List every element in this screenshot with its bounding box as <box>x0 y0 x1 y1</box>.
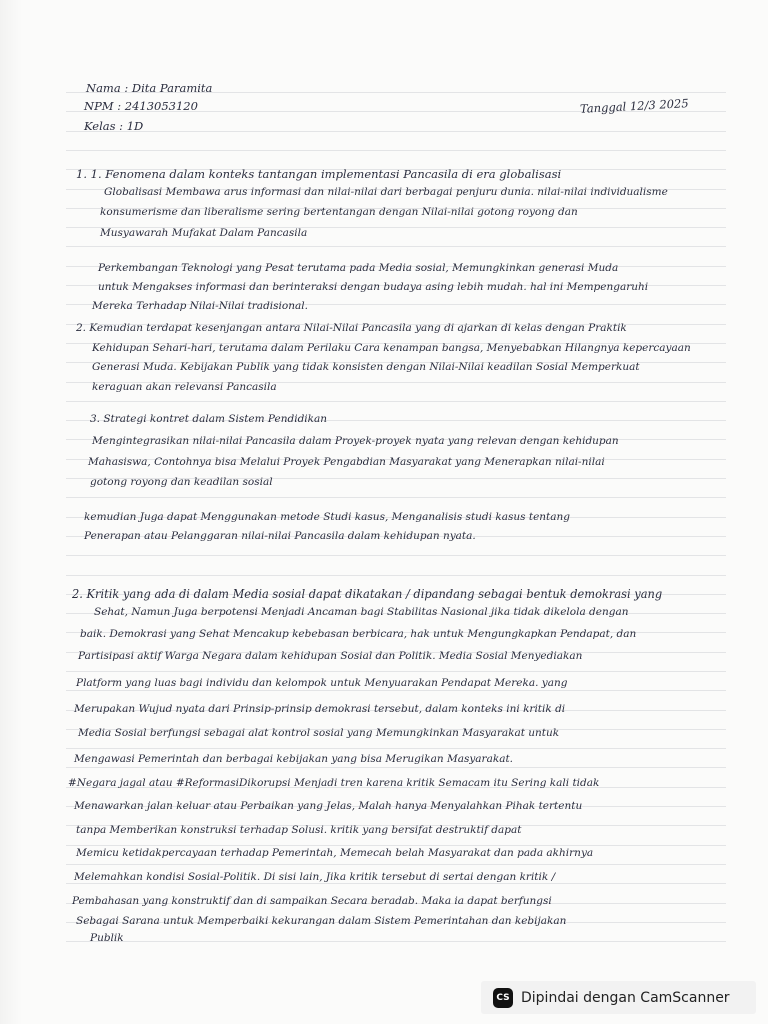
handwritten-line: Perkembangan Teknologi yang Pesat terutama pada Media sosial, Memungkinkan generasi Muda <box>98 262 619 274</box>
ruled-line <box>66 671 726 672</box>
handwritten-line: Pembahasan yang konstruktif dan di sampaikan Secara beradab. Maka ia dapat berfungsi <box>72 895 552 907</box>
handwritten-line: konsumerisme dan liberalisme sering bertentangan dengan Nilai-nilai gotong royong dan <box>100 206 578 218</box>
handwritten-line: untuk Mengakses informasi dan berinteraksi dengan budaya asing lebih mudah. hal ini Mempengaruhi <box>98 281 649 293</box>
ruled-line <box>66 150 726 151</box>
handwritten-line: 3. Strategi kontret dalam Sistem Pendidikan <box>90 413 328 425</box>
ruled-line <box>66 690 726 691</box>
handwritten-line: Mengawasi Pemerintah dan berbagai kebijakan yang bisa Merugikan Masyarakat. <box>74 753 514 765</box>
ruled-line <box>66 246 726 247</box>
handwritten-line: Memicu ketidakpercayaan terhadap Pemerintah, Memecah belah Masyarakat dan pada akhirnya <box>76 847 594 859</box>
camscanner-logo-icon: CS <box>493 988 513 1008</box>
ruled-line <box>66 748 726 749</box>
handwritten-line: Media Sosial berfungsi sebagai alat kontrol sosial yang Memungkinkan Masyarakat untuk <box>78 727 560 739</box>
handwritten-line: Generasi Muda. Kebijakan Publik yang tidak konsisten dengan Nilai-Nilai keadilan Sosial Memperkuat <box>92 361 640 373</box>
handwritten-line: Menawarkan jalan keluar atau Perbaikan yang Jelas, Malah hanya Menyalahkan Pihak tertentu <box>74 800 583 812</box>
handwritten-line: Penerapan atau Pelanggaran nilai-nilai Pancasila dalam kehidupan nyata. <box>84 530 476 542</box>
handwritten-line: Partisipasi aktif Warga Negara dalam kehidupan Sosial dan Politik. Media Sosial Menyediakan <box>78 650 583 662</box>
ruled-line <box>66 131 726 132</box>
handwritten-line: Platform yang luas bagi individu dan kelompok untuk Menyuarakan Pendapat Mereka. yang <box>76 677 568 689</box>
header-date: Tanggal 12/3 2025 <box>579 96 689 116</box>
handwritten-line: Mengintegrasikan nilai-nilai Pancasila dalam Proyek-proyek nyata yang relevan dengan kehidupan <box>92 435 619 447</box>
handwritten-line: Musyawarah Mufakat Dalam Pancasila <box>100 227 308 239</box>
ruled-line <box>66 497 726 498</box>
handwritten-line: baik. Demokrasi yang Sehat Mencakup kebebasan berbicara, hak untuk Mengungkapkan Pendapat, dan <box>80 628 637 640</box>
ruled-line <box>66 767 726 768</box>
camscanner-watermark <box>481 981 756 1014</box>
handwritten-line: #Negara jagal atau #ReformasiDikorupsi Menjadi tren karena kritik Semacam itu Sering kali tidak <box>68 777 600 789</box>
handwritten-line: gotong royong dan keadilan sosial <box>90 476 273 488</box>
ruled-line <box>66 941 726 942</box>
handwritten-line: 1. 1. Fenomena dalam konteks tantangan implementasi Pancasila di era globalisasi <box>76 167 562 181</box>
handwritten-line: Publik <box>90 932 124 944</box>
handwritten-line: Mereka Terhadap Nilai-Nilai tradisional. <box>92 300 308 312</box>
ruled-line <box>66 555 726 556</box>
header-class: Kelas : 1D <box>84 119 144 133</box>
ruled-line <box>66 845 726 846</box>
handwritten-line: Mahasiswa, Contohnya bisa Melalui Proyek Pengabdian Masyarakat yang Menerapkan nilai-nilai <box>88 456 605 468</box>
ruled-line <box>66 401 726 402</box>
ruled-line <box>66 864 726 865</box>
handwritten-line: 2. Kritik yang ada di dalam Media sosial dapat dikatakan / dipandang sebagai bentuk demokrasi yang <box>72 586 663 601</box>
camscanner-text: Dipindai dengan CamScanner <box>521 989 730 1006</box>
handwritten-line: 2. Kemudian terdapat kesenjangan antara Nilai-Nilai Pancasila yang di ajarkan di kelas dengan Praktik <box>76 322 627 334</box>
ruled-line <box>66 575 726 576</box>
handwritten-line: Kehidupan Sehari-hari, terutama dalam Perilaku Cara kenampan bangsa, Menyebabkan Hilangnya kepercayaan <box>92 342 691 354</box>
handwritten-line: keraguan akan relevansi Pancasila <box>92 381 277 393</box>
ruled-line <box>66 883 726 884</box>
handwritten-line: kemudian Juga dapat Menggunakan metode Studi kasus, Menganalisis studi kasus tentang <box>84 511 571 523</box>
handwritten-line: Melemahkan kondisi Sosial-Politik. Di sisi lain, Jika kritik tersebut di sertai dengan kritik / <box>74 871 556 883</box>
handwritten-line: Sebagai Sarana untuk Memperbaiki kekurangan dalam Sistem Pemerintahan dan kebijakan <box>76 915 567 927</box>
handwritten-line: Merupakan Wujud nyata dari Prinsip-prinsip demokrasi tersebut, dalam konteks ini kritik di <box>74 703 566 715</box>
handwritten-line: Sehat, Namun Juga berpotensi Menjadi Ancaman bagi Stabilitas Nasional jika tidak dikelola dengan <box>94 606 629 618</box>
handwritten-line: Globalisasi Membawa arus informasi dan nilai-nilai dari berbagai penjuru dunia. nilai-nilai individualisme <box>104 186 668 198</box>
header-name: Nama : Dita Paramita <box>86 81 213 95</box>
header-npm: NPM : 2413053120 <box>84 99 198 113</box>
handwritten-line: tanpa Memberikan konstruksi terhadap Solusi. kritik yang bersifat destruktif dapat <box>76 824 522 836</box>
